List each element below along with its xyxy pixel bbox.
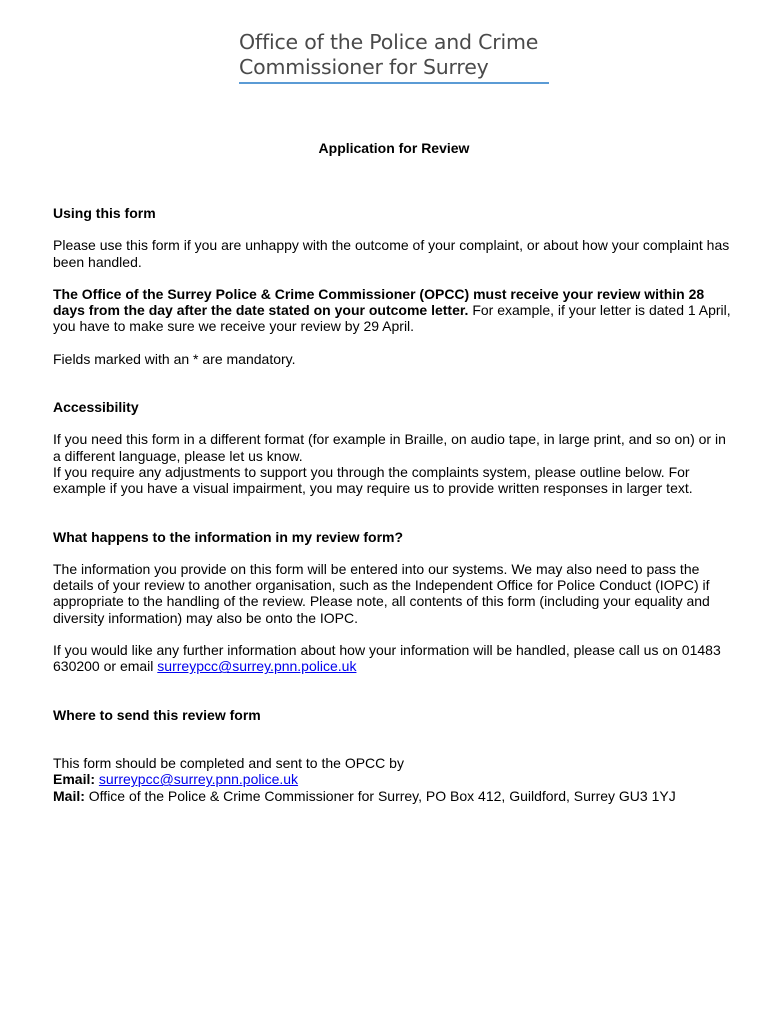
information-paragraph-1: The information you provide on this form will be entered into our systems. We may also need to pass the details of your review to another organisation, such as the Independent Office for Police Conduct (IOPC) if appropriate to the handling of the review. Please note, all contents of this form (including your equality and diversity information) may also be onto the IOPC.: [53, 560, 710, 626]
deadline-example: For example, if your letter is dated 1 April, you have to make sure we receive your review by 29 April.: [53, 302, 731, 335]
information-paragraph-2: [53, 642, 733, 675]
email-label: Email:: [53, 771, 96, 788]
section-heading-accessibility: Accessibility: [53, 399, 139, 416]
send-email-line: [53, 771, 733, 787]
logo-underline: [239, 82, 549, 84]
using-form-paragraph-2: [53, 286, 733, 335]
information-contact-text: If you would like any further information about how your information will be handled, please call us on 01483 630200 or email: [53, 642, 721, 675]
using-form-paragraph-1: Please use this form if you are unhappy with the outcome of your complaint, or about how your complaint has been handled.: [53, 237, 730, 270]
page-title: Application for Review: [318, 140, 470, 156]
mail-address: Office of the Police & Crime Commissioner for Surrey, PO Box 412, Guildford, Surrey GU3 1YJ: [88, 787, 676, 804]
section-heading-send: Where to send this review form: [53, 706, 261, 723]
org-logo: [239, 30, 549, 84]
send-mail-line: [53, 788, 733, 804]
send-email-link[interactable]: surreypcc@surrey.pnn.police.uk: [98, 771, 299, 788]
information-email-link[interactable]: surreypcc@surrey.pnn.police.uk: [157, 658, 357, 675]
org-name-line2: Commissioner for Surrey: [239, 55, 489, 79]
accessibility-paragraph-1: If you need this form in a different format (for example in Braille, on audio tape, in large print, and so on) or in a different language, please let us know.: [53, 431, 726, 464]
org-name-line1: Office of the Police and Crime: [239, 30, 539, 54]
section-heading-information: What happens to the information in my review form?: [53, 528, 404, 545]
section-heading-using-form: Using this form: [53, 205, 156, 221]
deadline-notice: The Office of the Surrey Police & Crime Commissioner (OPCC) must receive your review within 28 days from the day after the date stated on your outcome letter.: [53, 285, 705, 319]
mandatory-fields-note: Fields marked with an * are mandatory.: [53, 350, 296, 367]
document-body: [53, 205, 733, 804]
mail-label: Mail:: [53, 787, 85, 804]
accessibility-paragraph-2: If you require any adjustments to support you through the complaints system, please outline below. For example if you have a visual impairment, you may require us to provide written responses in larger text.: [53, 463, 693, 497]
send-intro: This form should be completed and sent to the OPCC by: [53, 754, 404, 771]
